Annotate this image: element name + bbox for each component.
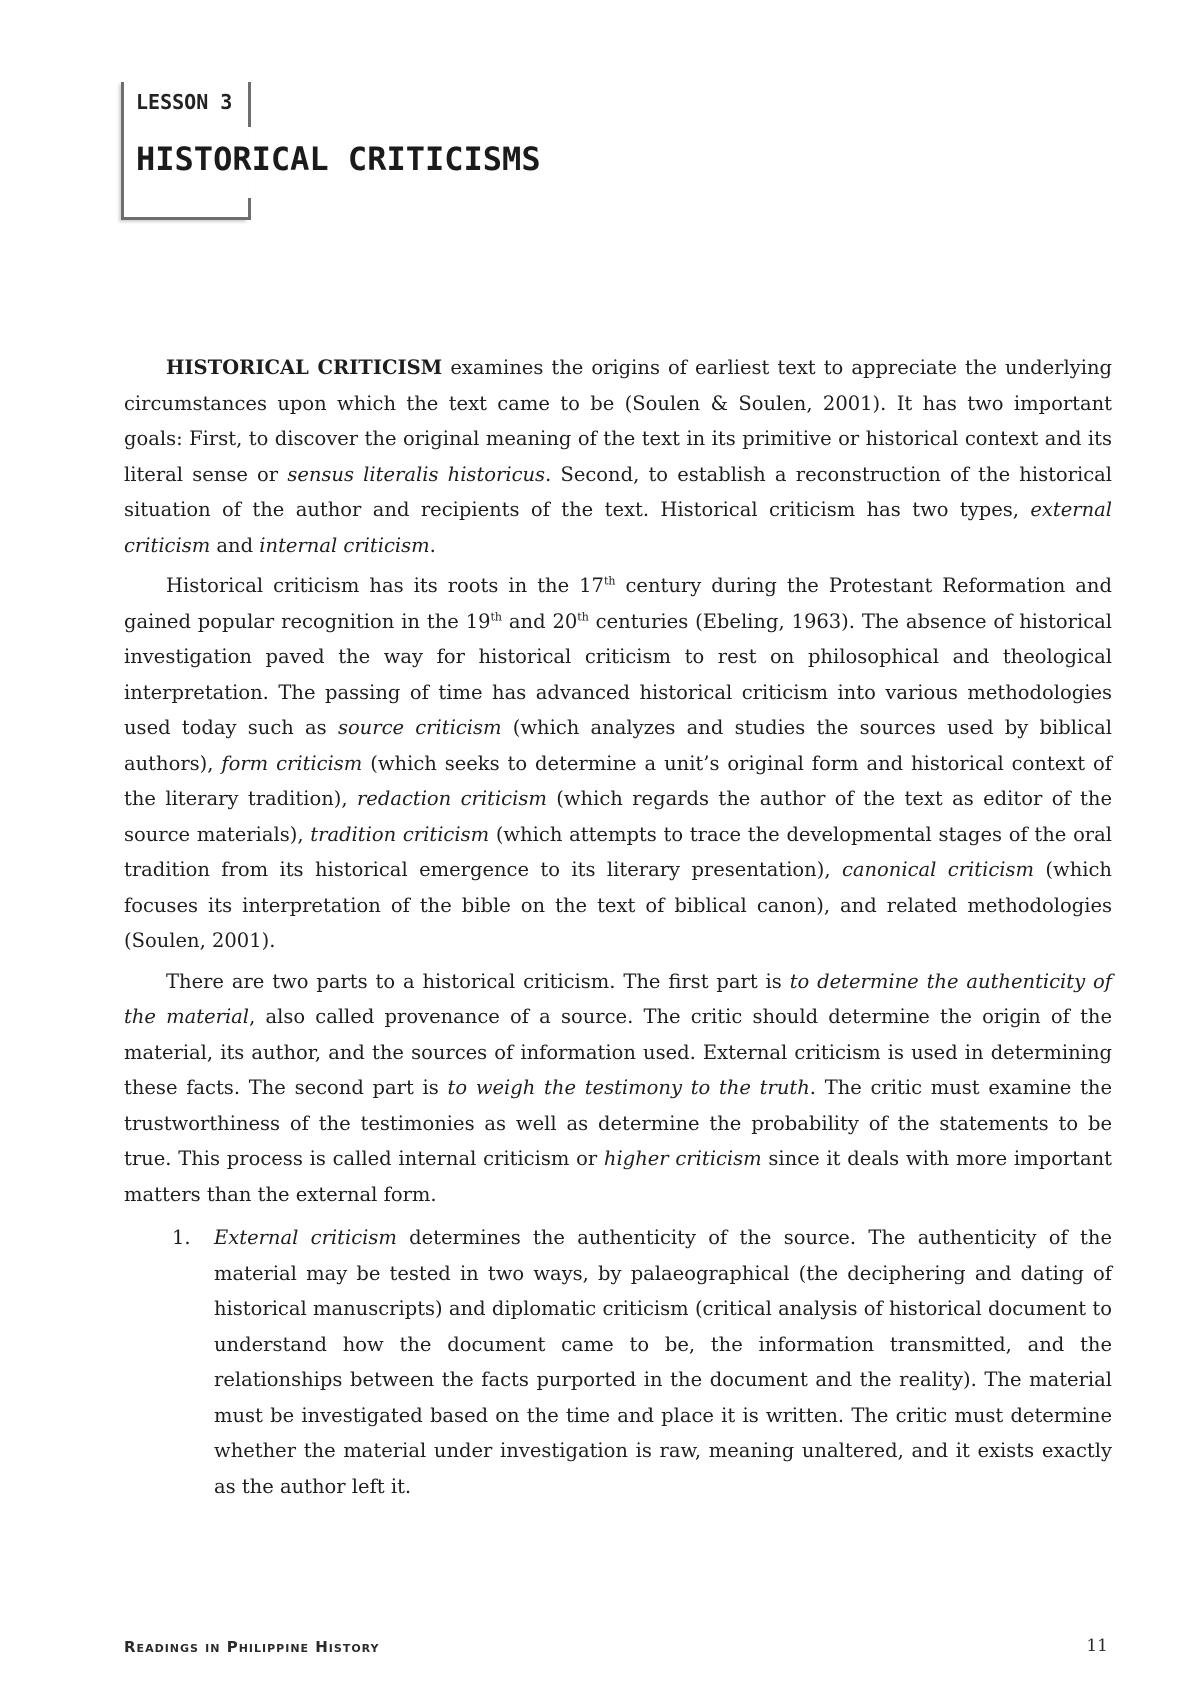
text: Historical criticism has its roots in the 17	[166, 574, 604, 597]
emphasis: to weigh the testimony to the truth	[447, 1076, 810, 1099]
emphasis: source criticism	[337, 716, 502, 739]
emphasis: to determine the authenticity of the material	[124, 969, 1112, 1028]
text: (which analyzes and studies the sources used by biblical authors),	[124, 716, 1113, 775]
page-number: 11	[1086, 1636, 1108, 1656]
criticism-list	[124, 1220, 1112, 1504]
text: .	[429, 533, 436, 557]
text: determines the authenticity of the source. The authenticity of the material may be tested in two ways, by palaeographical (the deciphering and dating of historical manuscripts) and diplomatic criticism (critical analysis of historical document to understand how the document came to be, the information transmitted, and the relationships between the facts purported in the document and the reality). The material must be investigated based on the time and place it is written. The critic must determine whether the material under investigation is raw, meaning unaltered, and it exists exactly as the author left it.	[214, 1226, 1112, 1498]
emphasis: form criticism	[221, 751, 363, 775]
text: . Second, to establish a reconstruction of the historical situation of the author and recipients of the text. Historical criticism has two types,	[124, 462, 1113, 521]
text: since it deals with more important matters than the external form.	[124, 1147, 1113, 1206]
text: century during the Protestant Reformation and gained popular recognition in the 19	[124, 574, 1112, 633]
paragraph-roots	[124, 568, 1112, 959]
emphasis: redaction criticism	[356, 787, 547, 810]
text: (which focuses its interpretation of the bible on the text of biblical canon), and related methodologies (Soulen, 2001).	[124, 858, 1112, 952]
lesson-label: LESSON 3	[136, 90, 233, 114]
emphasis: canonical criticism	[841, 858, 1034, 881]
superscript: th	[490, 610, 503, 623]
text: examines the origins of earliest text to appreciate the underlying circumstances upon which the text came to be (Soulen & Soulen, 2001). It has two important goals: First, to discover the original meaning of the text in its primitive or historical context and its literal sense or	[124, 356, 1113, 486]
text: (which attempts to trace the developmental stages of the oral tradition from its historical emergence to its literary presentation),	[124, 822, 1112, 881]
text: (which seeks to determine a unit’s original form and historical context of the literary tradition),	[124, 751, 1112, 810]
lesson-title: HISTORICAL CRITICISMS	[136, 140, 541, 178]
emphasis: external criticism	[124, 498, 1112, 557]
body-text	[124, 350, 1112, 1504]
paragraph-two-parts	[124, 964, 1112, 1213]
text: (which regards the author of the text as editor of the source materials),	[124, 787, 1112, 846]
emphasis: internal criticism	[259, 533, 430, 557]
text: , also called provenance of a source. The critic should determine the origin of the material, its author, and the sources of information used. External criticism is used in determining these facts. The second part is	[124, 1005, 1113, 1099]
superscript: th	[603, 574, 616, 588]
text: and	[210, 533, 260, 557]
superscript: th	[577, 610, 589, 623]
paragraph-intro	[124, 350, 1112, 563]
emphasis: sensus literalis historicus	[287, 462, 546, 486]
emphasis: higher criticism	[603, 1147, 762, 1170]
footer-book-title: Readings in Philippine History	[124, 1638, 380, 1656]
emphasis: External criticism	[214, 1226, 397, 1249]
text: and 20	[502, 609, 578, 633]
term-historical-criticism: HISTORICAL CRITICISM	[166, 356, 443, 379]
text: centuries (Ebeling, 1963). The absence of historical investigation paved the way for historical criticism to rest on philosophical and theological interpretation. The passing of time has advanced historical criticism into various methodologies used today such as	[124, 609, 1112, 739]
text: There are two parts to a historical criticism. The first part is	[166, 969, 790, 993]
text: . The critic must examine the trustworthiness of the testimonies as well as determine the probability of the statements to be true. This process is called internal criticism or	[124, 1076, 1113, 1170]
emphasis: tradition criticism	[310, 822, 490, 846]
list-number: 1.	[172, 1226, 191, 1249]
list-item-external-criticism	[124, 1220, 1112, 1504]
